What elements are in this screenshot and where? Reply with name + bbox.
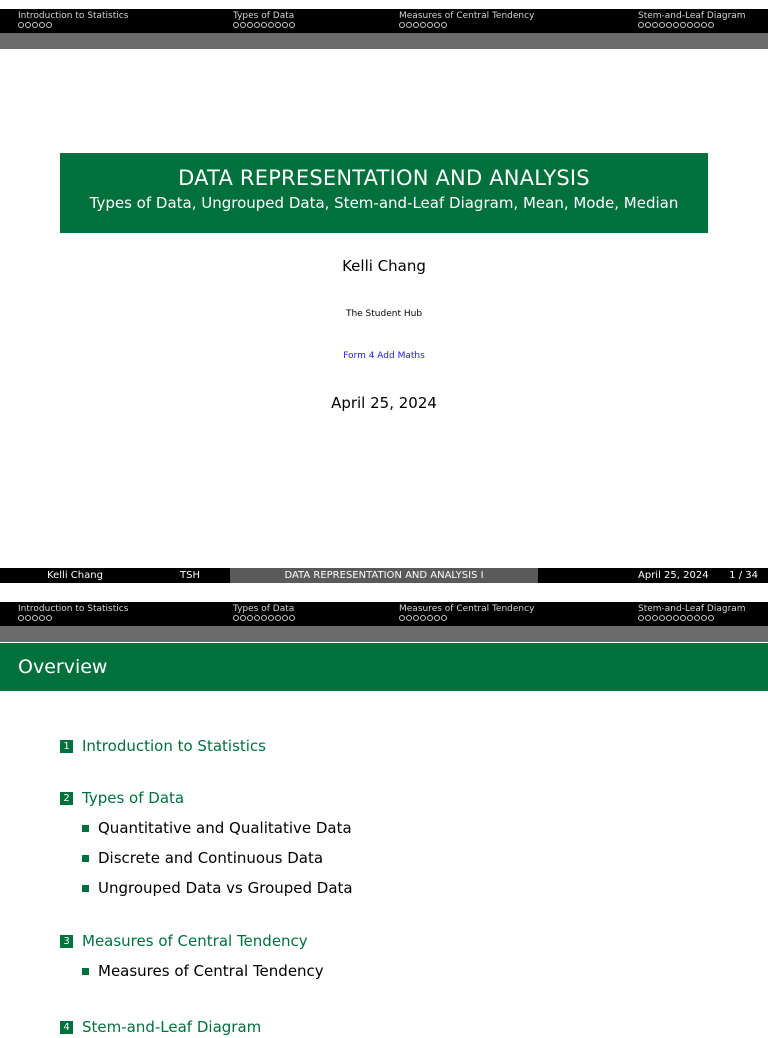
slide2-headline-nav: [0, 602, 768, 642]
toc-section-1[interactable]: [60, 735, 760, 757]
presentation-subtitle: Types of Data, Ungrouped Data, Stem-and-Leaf Diagram, Mean, Mode, Median: [89, 194, 679, 212]
nav-section-label: Stem-and-Leaf Diagram: [638, 604, 746, 614]
toc-section-label: Introduction to Statistics: [82, 737, 266, 755]
toc-number-badge: 1: [60, 740, 73, 753]
table-of-contents: [60, 735, 760, 1038]
square-bullet-icon: [82, 968, 89, 975]
toc-subsection-label: Quantitative and Qualitative Data: [98, 819, 352, 837]
nav-section-stemleaf[interactable]: [638, 604, 746, 624]
square-bullet-icon: [82, 855, 89, 862]
subsection-bar: [0, 626, 768, 642]
nav-section-label: Measures of Central Tendency: [399, 604, 535, 614]
nav-section-label: Introduction to Statistics: [18, 11, 129, 21]
toc-number-badge: 4: [60, 1021, 73, 1034]
title-slide: [0, 9, 768, 585]
title-block: [60, 153, 708, 233]
nav-dots[interactable]: [638, 614, 746, 624]
slide-footline: [0, 568, 768, 583]
toc-section-label: Types of Data: [82, 789, 185, 807]
square-bullet-icon: [82, 885, 89, 892]
toc-section-4[interactable]: [60, 1016, 760, 1038]
footer-date: April 25, 2024: [638, 570, 709, 581]
toc-section-2[interactable]: [60, 787, 760, 809]
author-name: Kelli Chang: [342, 257, 426, 275]
footer-page-number: 1 / 34: [729, 570, 758, 581]
course-link[interactable]: Form 4 Add Maths: [343, 351, 425, 361]
presentation-date: April 25, 2024: [331, 394, 437, 412]
toc-subsection-label: Ungrouped Data vs Grouped Data: [98, 879, 353, 897]
nav-dots[interactable]: [399, 614, 534, 624]
toc-section-3[interactable]: [60, 930, 760, 952]
nav-section-label: Types of Data: [233, 604, 295, 614]
section-navbar: [0, 602, 768, 626]
nav-section-intro[interactable]: [18, 604, 128, 624]
toc-subsection[interactable]: [82, 817, 760, 839]
nav-section-label: Types of Data: [233, 11, 295, 21]
toc-subsection[interactable]: [82, 847, 760, 869]
footer-author: Kelli Chang: [0, 568, 150, 583]
nav-section-label: Introduction to Statistics: [18, 604, 129, 614]
nav-section-label: Measures of Central Tendency: [399, 11, 535, 21]
nav-dots[interactable]: [18, 614, 128, 624]
nav-section-central[interactable]: [399, 604, 534, 624]
institute-name: The Student Hub: [345, 309, 423, 319]
toc-number-badge: 3: [60, 935, 73, 948]
toc-subsection[interactable]: [82, 877, 760, 899]
toc-subsection-label: Discrete and Continuous Data: [98, 849, 324, 867]
frame-title: Overview: [0, 643, 768, 691]
footer-date-page: [538, 568, 768, 583]
toc-subsection-label: Measures of Central Tendency: [98, 962, 324, 980]
toc-subsection[interactable]: [82, 960, 760, 982]
footer-title: DATA REPRESENTATION AND ANALYSIS I: [230, 568, 538, 583]
toc-section-label: Stem-and-Leaf Diagram: [82, 1018, 262, 1036]
footer-institute: TSH: [150, 568, 230, 583]
toc-number-badge: 2: [60, 792, 73, 805]
toc-section-label: Measures of Central Tendency: [82, 932, 308, 950]
nav-section-types[interactable]: [233, 604, 296, 624]
nav-dots[interactable]: [233, 614, 296, 624]
square-bullet-icon: [82, 825, 89, 832]
presentation-title: DATA REPRESENTATION AND ANALYSIS: [178, 166, 590, 190]
nav-section-label: Stem-and-Leaf Diagram: [638, 11, 746, 21]
